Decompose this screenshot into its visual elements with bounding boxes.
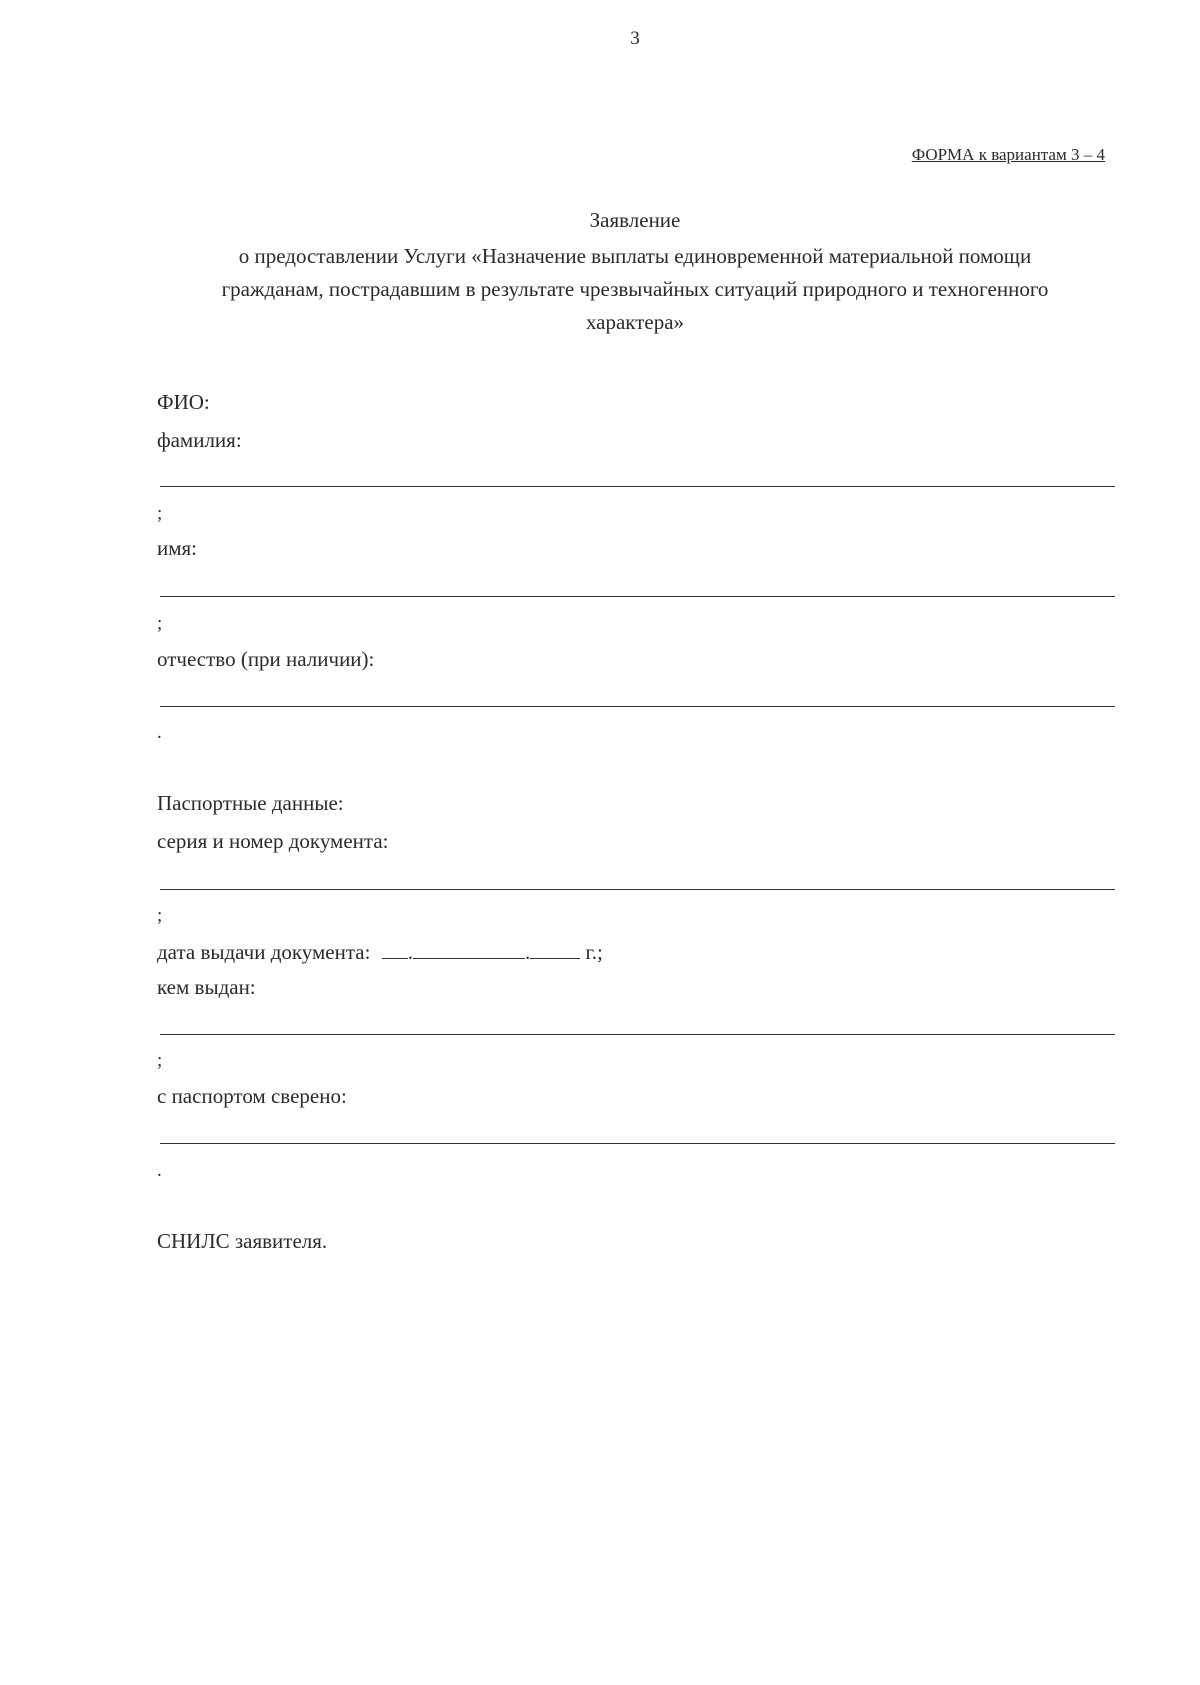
document-title-block <box>150 204 1120 339</box>
issue-date-row <box>157 938 603 965</box>
issue-date-separator-1: . <box>407 940 413 964</box>
passport-series-end-mark: ; <box>157 905 163 926</box>
document-title: Заявление <box>589 208 681 232</box>
issue-month-field[interactable] <box>413 938 525 959</box>
patronymic-label: отчество (при наличии): <box>157 647 375 671</box>
document-subtitle-line-2: гражданам, пострадавшим в результате чрезвычайных ситуаций природного и техногенного <box>221 277 1049 301</box>
issue-date-suffix: г.; <box>585 940 603 964</box>
name-end-mark: ; <box>157 613 163 634</box>
surname-field[interactable] <box>160 486 1115 487</box>
snils-label: СНИЛС заявителя. <box>157 1229 328 1253</box>
passport-heading: Паспортные данные: <box>157 791 344 815</box>
issue-year-field[interactable] <box>530 938 580 959</box>
verified-end-mark: . <box>157 1160 162 1181</box>
issue-date-separator-2: . <box>524 940 531 964</box>
page-number: 3 <box>630 28 640 49</box>
issued-by-field[interactable] <box>160 1034 1115 1035</box>
name-field[interactable] <box>160 596 1115 597</box>
form-reference: ФОРМА к вариантам 3 – 4 <box>911 145 1105 164</box>
passport-series-label: серия и номер документа: <box>157 829 389 853</box>
passport-series-field[interactable] <box>160 889 1115 890</box>
verified-label: с паспортом сверено: <box>157 1084 347 1108</box>
issued-by-label: кем выдан: <box>157 975 256 999</box>
issue-day-field[interactable] <box>382 938 408 959</box>
surname-end-mark: ; <box>157 503 163 524</box>
verified-field[interactable] <box>160 1143 1115 1144</box>
fio-heading: ФИО: <box>157 390 210 414</box>
issue-date-label: дата выдачи документа: <box>157 940 371 964</box>
name-label: имя: <box>157 536 198 560</box>
document-subtitle-line-3: характера» <box>585 310 685 334</box>
patronymic-end-mark: . <box>157 722 162 743</box>
patronymic-field[interactable] <box>160 706 1115 707</box>
issued-by-end-mark: ; <box>157 1050 163 1071</box>
surname-label: фамилия: <box>157 428 242 452</box>
document-subtitle-line-1: о предоставлении Услуги «Назначение выплаты единовременной материальной помощи <box>238 244 1032 268</box>
